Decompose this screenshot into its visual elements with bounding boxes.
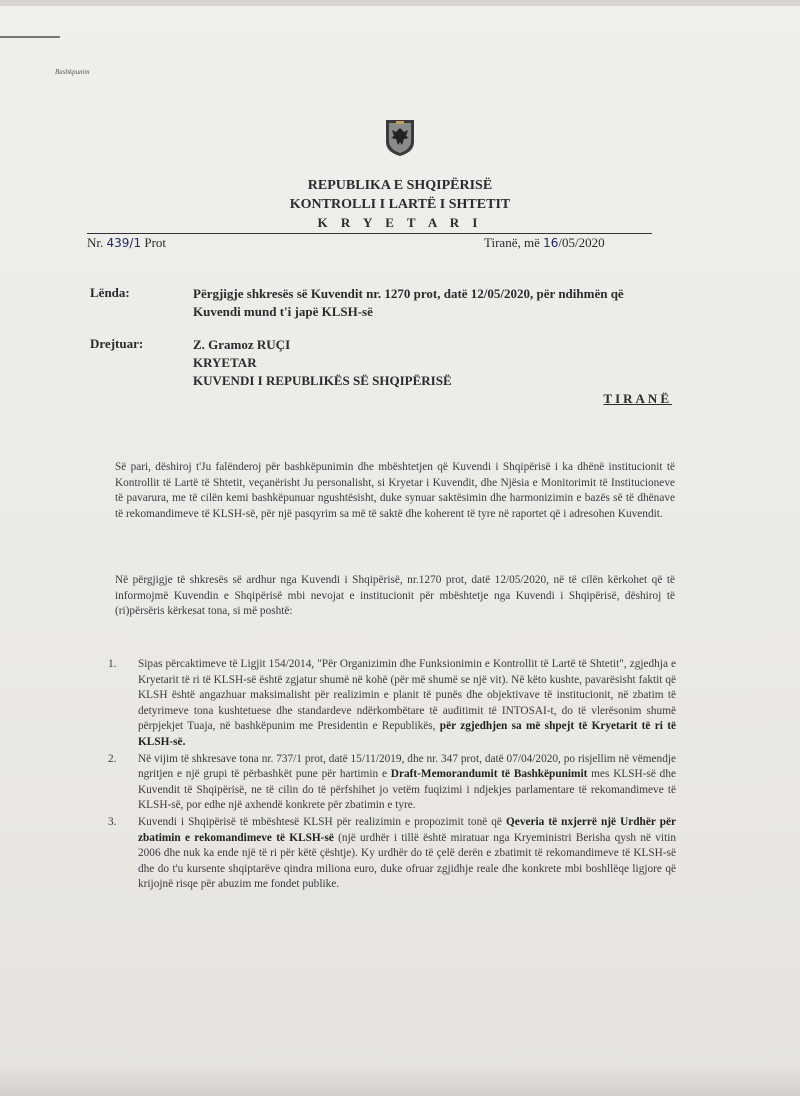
body-paragraph-2: Në përgjigje të shkresës së ardhur nga Kuvendi i Shqipërisë, nr.1270 prot, datë 12/05/2020, në të cilën kërkohet që të informojmë Kuvendin e Shqipërisë mbi nevojat e institucionit për mbështetje nga Kuvendi i Shqipërisë, dëshiroj të (ri)përsëris kërkesat tona, si më poshtë: [115, 574, 675, 618]
city-date-label: Tiranë, më [484, 235, 540, 250]
office-heading: K R Y E T A R I [317, 215, 483, 230]
handwritten-note: Bashkpunim [55, 68, 90, 76]
nr-label: Nr. [87, 235, 104, 250]
date-month-year: /05/2020 [558, 235, 605, 250]
recipient-title: KRYETAR [193, 355, 257, 370]
recipient-organization: KUVENDI I REPUBLIKËS SË SHQIPËRISË [193, 373, 452, 388]
subject-text: Përgjigje shkresës së Kuvendit nr. 1270 prot, datë 12/05/2020, për ndihmën që Kuvendi mund t'i japë KLSH-së [193, 286, 624, 319]
list-item-emphasis: për zgjedhjen sa më shpejt të Kryetarit të ri të KLSH-së. [138, 720, 676, 748]
recipient-block [193, 336, 452, 390]
institution-heading: KONTROLLI I LARTË I SHTETIT [289, 197, 511, 212]
list-item-body-end: (një urdhër i tillë është miratuar nga Kryeministri Berisha qysh në vitin 2006 dhe nuk ka ende një të ri për këtë çështje). Ky urdhër do të çelë derën e zbatimit të rekomandimeve të KLSH-së dhe do t'u kursente shqiptarëve qindra milionа euro, duke ofruar zgjidhje reale dhe konkrete mbi boshllëqe ligjore që krijojnë risqe për abuzim me fondet publike. [138, 831, 676, 891]
list-item-number: 2. [108, 752, 117, 765]
nr-value: 439/1 [106, 236, 142, 250]
albanian-emblem-icon [384, 118, 416, 158]
list-item-number: 1. [108, 658, 117, 670]
republic-heading: REPUBLIKA E SHQIPËRISË [307, 178, 493, 193]
list-item-emphasis: Qeveria të nxjerrë një Urdhër për zbatimin e rekomandimeve të KLSH-së [138, 815, 677, 844]
list-item-body: Sipas përcaktimeve të Ligjit 154/2014, "Për Organizimin dhe Funksionimin e Kontrollit të Lartë të Shtetit", zgjedhja e Kryetarit të ri të KLSH-së është zgjatur shumë në kohë (për më shumë se një vit). Në këto kushte, pavarësisht faktit që KLSH është angazhuar maksimalisht për realizimin e planit të punës dhe objektivave të institucionit, në zbatim të detyrimeve tona kushtetuese dhe standardeve ndërkombëtare të auditimit të INTOSAI-t, do të vlerësonim shumë përpjekjet Tuaja, në bashkëpunim me Presidentin e Republikës, [138, 658, 676, 733]
recipient-name: Z. Gramoz RUÇI [193, 337, 291, 352]
protocol-number [87, 235, 166, 251]
date-day: 16 [543, 236, 559, 250]
list-item-number: 3. [108, 815, 117, 828]
recipient-city: TIRANË [603, 391, 672, 406]
request-list [108, 657, 676, 894]
body-paragraph-1: Së pari, dëshiroj t'Ju falënderoj për bashkëpunimin dhe mbështetjen që Kuvendi i Shqipërisë i ka dhënë institucionit të Kontrollit të Lartë të Shtetit, veçanërisht Ju personalisht, si Kryetar i Kuvendit, dhe Njësia e Monitorimit të Institucioneve të pavarura, me të cilën kemi bashkëpunuar ngushtësisht, duke synuar saktësimin dhe harmonizimin e bazës së të dhënave të rekomandimeve të KLSH-së, për një pasqyrim sa më të saktë dhe koherent të tyre në raportet që i adresohen Kuvendit. [115, 461, 675, 520]
list-item [108, 815, 676, 893]
list-item-text [138, 815, 676, 893]
list-item-emphasis: Draft-Memorandumit të Bashkëpunimit [390, 768, 588, 781]
paper-edge-top [0, 0, 800, 6]
list-item [108, 752, 676, 814]
list-item-text [138, 657, 676, 751]
margin-mark [0, 36, 60, 38]
paper-edge-bottom [0, 1068, 800, 1096]
list-item [108, 657, 676, 751]
subject-label: Lënda: [90, 285, 130, 300]
document-date [484, 235, 605, 251]
list-item-body: Në vijim të shkresave tona nr. 737/1 prot, datë 15/11/2019, dhe nr. 347 prot, datë 07/04/2020, po risjellim në vëmendje ngritjen e një grupi të përbashkët pune për hartimin e [138, 752, 676, 781]
list-item-text [138, 752, 676, 814]
list-item-body-end: mes KLSH-së dhe Kuvendit të Shqipërisë, ne të cilin do të përfshihet jo vetëm fuqizimi i ndjekjes parlamentare të rekomandimeve të KLSH-së, por edhe një axhendë konkrete për zbatimin e tyre. [138, 768, 676, 812]
recipient-label: Drejtuar: [90, 336, 144, 351]
list-item-body: Kuvendi i Shqipërisë të mbështesë KLSH për realizimin e propozimit tonë që [138, 815, 502, 828]
nr-suffix: Prot [144, 235, 167, 250]
header-rule [87, 233, 652, 234]
